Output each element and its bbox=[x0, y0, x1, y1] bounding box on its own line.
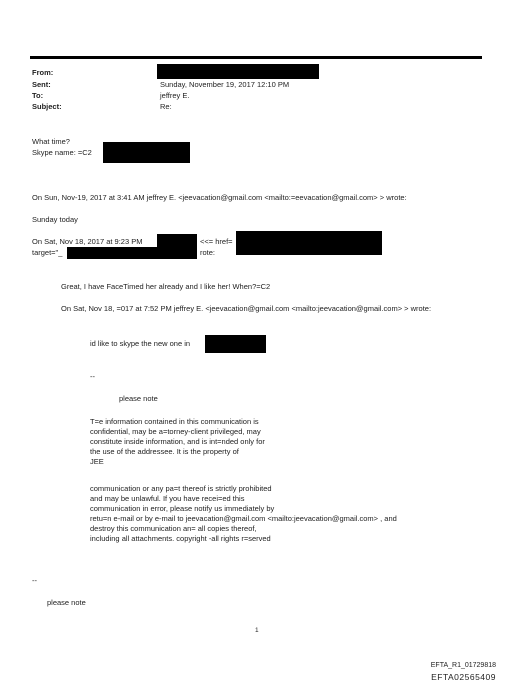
disclaimer-paragraph-1 bbox=[90, 417, 265, 467]
sent-label: Sent: bbox=[32, 80, 51, 89]
skype-name-line: Skype name: =C2 bbox=[32, 148, 92, 157]
disclaimer-1-line-5: JEE bbox=[90, 457, 104, 466]
redaction-sat-a3 bbox=[67, 247, 197, 259]
disclaimer-1-line-2: confidential, may be a=torney-client privileged, may bbox=[90, 427, 261, 436]
target-fragment: target="_ bbox=[32, 248, 63, 257]
disclaimer-2-line-4: retu=n e-mail or by e-mail to jeevacation@gmail.com <mailto:jeevacation@gmail.com> , and bbox=[90, 514, 397, 523]
subject-label: Subject: bbox=[32, 102, 62, 111]
dashes-1: -- bbox=[90, 372, 95, 381]
skype-new-line: id like to skype the new one in bbox=[90, 339, 191, 348]
what-time-line: What time? bbox=[32, 137, 70, 146]
from-label: From: bbox=[32, 68, 54, 77]
redaction-sat-a2 bbox=[236, 231, 382, 255]
disclaimer-2-line-1: communication or any pa=t thereof is strictly prohibited bbox=[90, 484, 272, 493]
rote-fragment: rote: bbox=[200, 248, 216, 257]
to-value: jeffrey E. bbox=[160, 91, 190, 100]
disclaimer-1-line-3: constitute inside information, and is int=nded only for bbox=[90, 437, 265, 446]
bates-number-1: EFTA_R1_01729818 bbox=[430, 662, 496, 669]
please-note-1: please note bbox=[119, 394, 158, 403]
disclaimer-2-line-2: and may be unlawful. If you have recei=ed this bbox=[90, 494, 245, 503]
dashes-2: -- bbox=[32, 576, 37, 585]
bates-number-2: EFTA02565409 bbox=[431, 672, 496, 682]
redaction-skype-new bbox=[205, 335, 266, 353]
on-sat-line-a: On Sat, Nov 18, 2017 at 9:23 PM bbox=[32, 237, 143, 246]
redaction-skype bbox=[103, 142, 190, 163]
disclaimer-1-line-1: T=e information contained in this communication is bbox=[90, 417, 259, 426]
on-sun-line: On Sun, Nov-19, 2017 at 3:41 AM jeffrey E. <jeevacation@gmail.com <mailto:=eevacation@gmail.com> > wrote: bbox=[32, 193, 407, 202]
on-sat-line-b: On Sat, Nov 18, =017 at 7:52 PM jeffrey E. <jeevacation@gmail.com <mailto:jeevacation@gmail.com> > wrote: bbox=[61, 304, 432, 313]
to-label: To: bbox=[32, 91, 44, 100]
sent-value: Sunday, November 19, 2017 12:10 PM bbox=[160, 80, 290, 89]
facetimed-line: Great, I have FaceTimed her already and I like her! When?=C2 bbox=[61, 282, 271, 291]
disclaimer-paragraph-2 bbox=[90, 484, 397, 544]
href-fragment: <<= href= bbox=[200, 237, 233, 246]
please-note-2: please note bbox=[47, 598, 86, 607]
disclaimer-2-line-3: communication in error, please notify us immediately by bbox=[90, 504, 275, 513]
disclaimer-2-line-5: destroy this communication an= all copies thereof, bbox=[90, 524, 257, 533]
sunday-today-line: Sunday today bbox=[32, 215, 78, 224]
redaction-from bbox=[157, 64, 319, 79]
disclaimer-2-line-6: including all attachments. copyright -all rights r=served bbox=[90, 534, 271, 543]
subject-value: Re: bbox=[160, 102, 172, 111]
redaction-sat-a1 bbox=[157, 234, 197, 248]
header-rule bbox=[30, 56, 482, 59]
disclaimer-1-line-4: the use of the addressee. It is the property of bbox=[90, 447, 239, 456]
page-number: 1 bbox=[255, 627, 259, 634]
